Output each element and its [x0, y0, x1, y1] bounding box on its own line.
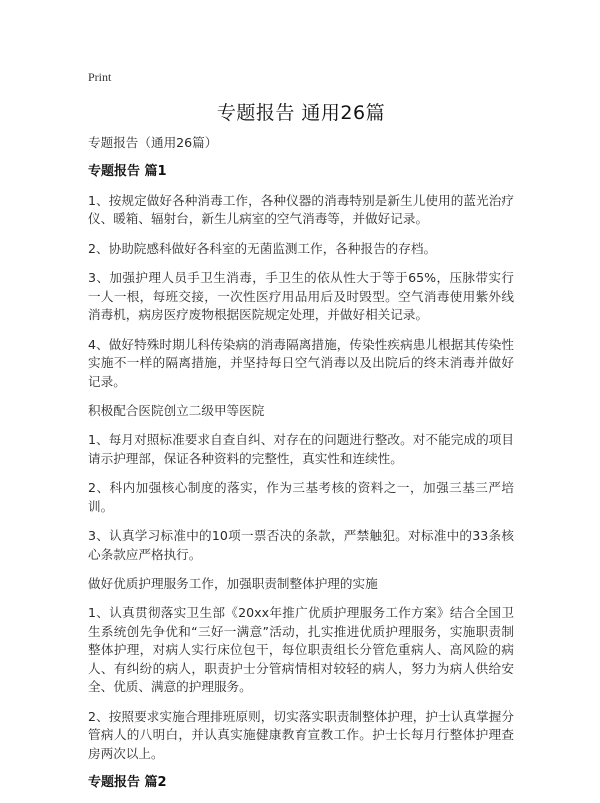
paragraph: 2、科内加强核心制度的落实，作为三基考核的资料之一，加强三基三严培训。	[88, 480, 514, 514]
document-title: 专题报告 通用26篇	[216, 102, 386, 124]
group-heading: 做好优质护理服务工作，加强职责制整体护理的实施	[88, 576, 378, 591]
paragraph: 1、认真贯彻落实卫生部《20xx年推广优质护理服务工作方案》结合全国卫生系统创先争优和“三好一满意”活动，扎实推进优质护理服务，实施职责制整体护理，对病人实行床位包干，每位职责组长分管危重病人、高风险的病人、有纠纷的病人，职责护士分管病情相对较轻的病人，努力为病人供给安全、优质、满意的护理服务。	[88, 605, 514, 694]
paragraph: 3、加强护理人员手卫生消毒，手卫生的依从性大于等于65%，压脉带实行一人一根，每班交接，一次性医疗用品用后及时毁型。空气消毒使用紫外线消毒机，病房医疗废物根据医院规定处理，并做好相关记录。	[88, 270, 514, 322]
document-body	[88, 134, 514, 803]
paragraph: 1、每月对照标准要求自查自纠、对存在的问题进行整改。对不能完成的项目请示护理部，保证各种资料的完整性，真实性和连续性。	[88, 432, 514, 466]
paragraph: 3、认真学习标准中的10项一票否决的条款，严禁触犯。对标准中的33条核心条款应严格执行。	[88, 528, 514, 562]
group-heading: 积极配合医院创立二级甲等医院	[88, 403, 265, 418]
paragraph: 1、按规定做好各种消毒工作，各种仪器的消毒特别是新生儿使用的蓝光治疗仪、暖箱、辐射台，新生儿病室的空气消毒等，并做好记录。	[88, 192, 514, 226]
document-subtitle: 专题报告（通用26篇）	[88, 135, 218, 150]
section-heading-1: 专题报告 篇1	[88, 163, 167, 179]
print-label[interactable]: Print	[88, 70, 112, 84]
paragraph: 2、按照要求实施合理排班原则，切实落实职责制整体护理，护士认真掌握分管病人的八明白，并认真实施健康教育宣教工作。护士长每月行整体护理查房两次以上。	[88, 708, 514, 761]
paragraph: 2、协助院感科做好各科室的无菌监测工作，各种报告的存档。	[88, 240, 437, 256]
paragraph: 4、做好特殊时期儿科传染病的消毒隔离措施，传染性疾病患儿根据其传染性实施不一样的隔离措施，并坚持每日空气消毒以及出院后的终末消毒并做好记录。	[88, 336, 514, 389]
section-heading-2: 专题报告 篇2	[88, 775, 167, 790]
